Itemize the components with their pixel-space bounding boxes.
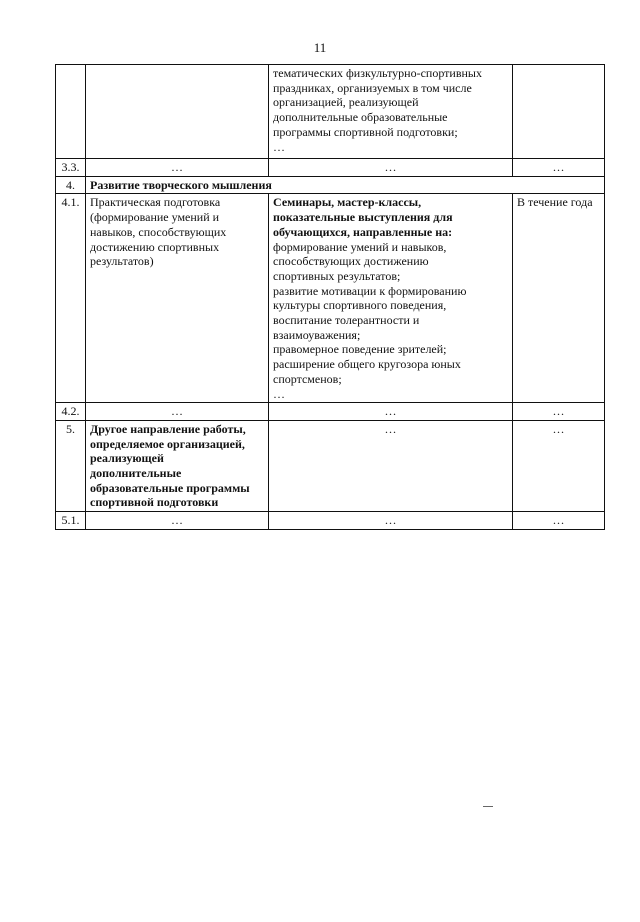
events-cell: [269, 65, 513, 159]
direction-cell: …: [86, 512, 269, 530]
direction-cell: [86, 194, 269, 403]
events-line: …: [273, 139, 285, 154]
row-number: [56, 65, 86, 159]
direction-line: реализующей: [90, 451, 164, 466]
events-line: тематических физкультурно-спортивных: [273, 66, 482, 80]
events-line: культуры спортивного поведения,: [273, 298, 447, 313]
table-row: [56, 194, 605, 403]
direction-line: определяемое организацией,: [90, 436, 245, 451]
period-cell: …: [513, 420, 605, 511]
period-cell: [513, 65, 605, 159]
direction-cell: …: [86, 159, 269, 177]
row-number: 4.2.: [56, 403, 86, 421]
events-line: расширение общего кругозора юных: [273, 357, 461, 372]
events-line: формирование умений и навыков,: [273, 239, 447, 254]
scan-mark: [483, 806, 493, 807]
events-line: спортсменов;: [273, 371, 342, 386]
row-number: 5.: [56, 420, 86, 511]
events-line: развитие мотивации к формированию: [273, 283, 467, 298]
period-cell: …: [513, 512, 605, 530]
events-heading-line: обучающихся, направленные на:: [273, 224, 453, 239]
events-line: программы спортивной подготовки;: [273, 124, 458, 139]
direction-line: достижению спортивных: [90, 239, 220, 254]
events-line: …: [273, 386, 285, 401]
direction-line: результатов): [90, 254, 154, 269]
events-cell: …: [269, 159, 513, 177]
table-row: [56, 420, 605, 511]
direction-line: дополнительные: [90, 466, 182, 481]
period-cell: В течение года: [513, 194, 605, 403]
row-number: 5.1.: [56, 512, 86, 530]
direction-cell: [86, 420, 269, 511]
direction-line: навыков, способствующих: [90, 224, 227, 239]
events-line: праздниках, организуемых в том числе: [273, 80, 472, 95]
row-number: 4.: [56, 176, 86, 194]
direction-cell: [86, 65, 269, 159]
events-line: спортивных результатов;: [273, 268, 401, 283]
direction-line: Другое направление работы,: [90, 421, 246, 436]
direction-line: образовательные программы: [90, 480, 250, 495]
events-heading-line: Семинары, мастер-классы,: [273, 195, 422, 210]
events-line: дополнительные образовательные: [273, 110, 448, 125]
table-row: [56, 512, 605, 530]
direction-line: (формирование умений и: [90, 210, 220, 225]
events-line: организацией, реализующей: [273, 95, 419, 110]
row-number: 3.3.: [56, 159, 86, 177]
events-heading-line: показательные выступления для: [273, 210, 453, 225]
table-row: [56, 403, 605, 421]
events-cell: …: [269, 512, 513, 530]
row-number: 4.1.: [56, 194, 86, 403]
events-line: взаимоуважения;: [273, 327, 361, 342]
events-cell: …: [269, 420, 513, 511]
table-row: [56, 176, 605, 194]
events-line: способствующих достижению: [273, 254, 429, 269]
events-cell: …: [269, 403, 513, 421]
events-line: воспитание толерантности и: [273, 313, 420, 328]
period-cell: …: [513, 403, 605, 421]
page-number: 11: [313, 40, 327, 55]
direction-line: Практическая подготовка: [90, 195, 221, 210]
events-line: правомерное поведение зрителей;: [273, 342, 447, 357]
table-row: [56, 159, 605, 177]
direction-line: спортивной подготовки: [90, 495, 219, 510]
section-title: Развитие творческого мышления: [86, 176, 605, 194]
table-row: [56, 65, 605, 159]
period-cell: …: [513, 159, 605, 177]
sports-work-plan-table: [55, 64, 605, 530]
events-cell: [269, 194, 513, 403]
direction-cell: …: [86, 403, 269, 421]
